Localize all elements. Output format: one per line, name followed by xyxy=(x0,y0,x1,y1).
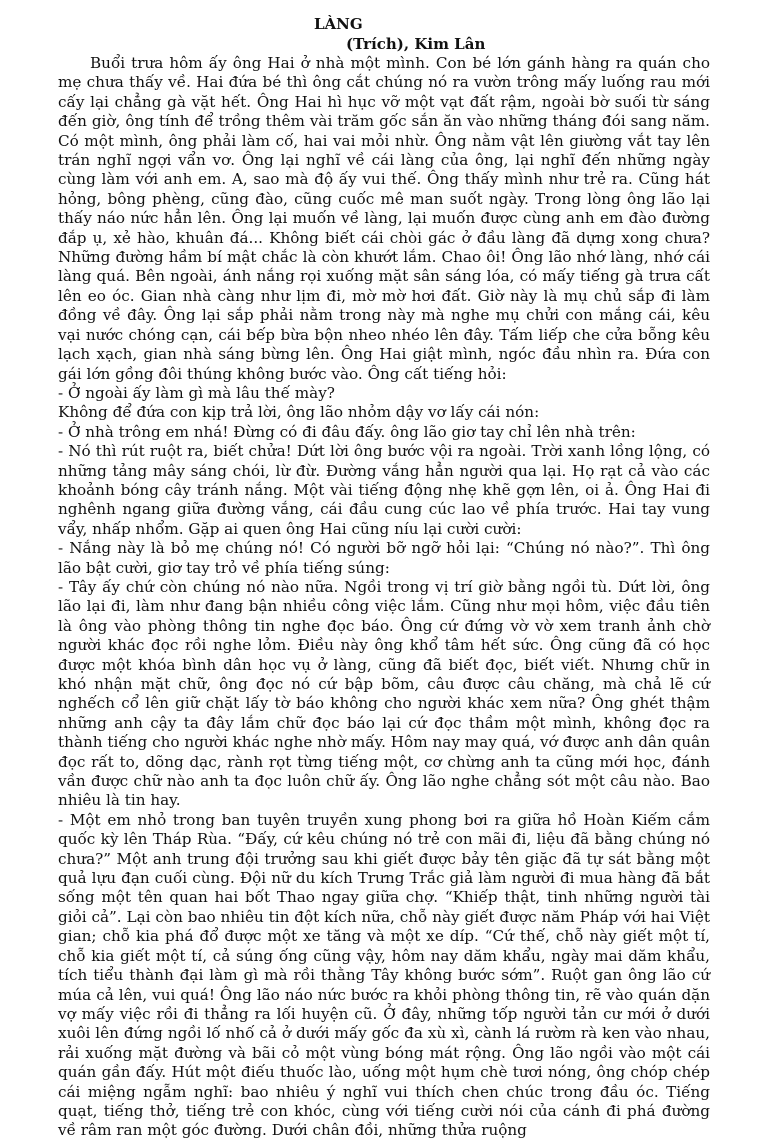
paragraph: - Tây ấy chứ còn chúng nó nào nữa. Ngồi trong vị trí giờ bằng ngồi tù. Dứt lời, ông lão lại đi, làm như đang bận nhiều công việc lắm. Cũng như mọi hôm, việc đầu tiên là ông vào phòng thông tin nghe đọc báo. Ông cứ đứng vờ vờ xem tranh ảnh chờ người khác đọc rồi nghe lỏm. Điều này ông khổ tâm hết sức. Ông cũng đã có học được một khóa bình dân học vụ ở làng, cũng đã biết đọc, biết viết. Nhưng chữ in khó nhận mặt chữ, ông đọc nó cứ bập bõm, câu được câu chăng, mà chả lẽ cứ nghếch cổ lên giữ chặt lấy tờ báo không cho người khác xem nữa? Ông ghét thậm những anh cậy ta đây lắm chữ đọc báo lại cứ đọc thầm một mình, không đọc ra thành tiếng cho người khác nghe nhờ mấy. Hôm nay may quá, vớ được anh dân quân đọc rất to, dõng dạc, rành rọt từng tiếng một, cơ chừng anh ta cũng mới học, đánh vần được chữ nào anh ta đọc luôn chữ ấy. Ông lão nghe chẳng sót một câu nào. Bao nhiêu là tin hay. xyxy=(58,577,710,810)
paragraph: - Nắng này là bỏ mẹ chúng nó! Có người bỡ ngỡ hỏi lại: “Chúng nó nào?”. Thì ông lão bật cười, giơ tay trỏ về phía tiếng súng: xyxy=(58,539,710,577)
paragraph: Buổi trưa hôm ấy ông Hai ở nhà một mình. Con bé lớn gánh hàng ra quán cho mẹ chưa thấy về. Hai đứa bé thì ông cắt chúng nó ra vườn trông mấy luống rau mới cấy lại chẳng gà vặt hết. Ông Hai hì hục vỡ một vạt đất rậm, ngoài bờ suối từ sáng đến giờ, ông tính để trồng thêm vài trăm gốc sắn ăn vào những tháng đói sang năm. Có một mình, ông phải làm cố, hai vai mỏi nhừ. Ông nằm vật lên giường vắt tay lên trán nghĩ ngợi vẩn vơ. Ông lại nghĩ về cái làng của ông, lại nghĩ đến những ngày cùng làm với anh em. A, sao mà độ ấy vui thế. Ông thấy mình như trẻ ra. Cũng hát hỏng, bông phèng, cũng đào, cũng cuốc mê man suốt ngày. Trong lòng ông lão lại thấy náo nức hẳn lên. Ông lại muốn về làng, lại muốn được cùng anh em đào đường đắp ụ, xẻ hào, khuân đá... Không biết cái chòi gác ở đầu làng đã dựng xong chưa? Những đường hầm bí mật chắc là còn khướt lắm. Chao ôi! Ông lão nhớ làng, nhớ cái làng quá. Bên ngoài, ánh nắng rọi xuống mặt sân sáng lóa, có mấy tiếng gà trưa cất lên eo óc. Gian nhà càng như lịm đi, mờ mờ hơi đất. Giờ này là mụ chủ sắp đi làm đồng về đây. Ông lại sắp phải nằm trong này mà nghe mụ chửi con mắng cái, kêu vại nước chóng cạn, cái bếp bừa bộn nheo nhéo lên đây. Tấm liếp che cửa bỗng kêu lạch xạch, gian nhà sáng bừng lên. Ông Hai giật mình, ngóc đầu nhìn ra. Đứa con gái lớn gồng đôi thúng không bước vào. Ông cất tiếng hỏi: xyxy=(58,54,710,383)
paragraph: - Ở ngoài ấy làm gì mà lâu thế mày? xyxy=(58,383,335,402)
paragraph: - Ở nhà trông em nhá! Đừng có đi đâu đấy. ông lão giơ tay chỉ lên nhà trên: xyxy=(58,422,636,441)
document-subtitle: (Trích), Kim Lân xyxy=(346,35,486,53)
paragraph: - Nó thì rút ruột ra, biết chửa! Dứt lời ông bước vội ra ngoài. Trời xanh lồng lộng, có những tảng mây sáng chói, lừ đừ. Đường vắng hẳn người qua lại. Họ rạt cả vào các khoảnh bóng cây tránh nắng. Một vài tiếng động nhẹ khẽ gợn lên, oi ả. Ông Hai đi nghênh ngang giữa đường vắng, cái đầu cung cúc lao về phía trước. Hai tay vung vẩy, nhấp nhổm. Gặp ai quen ông Hai cũng níu lại cười cười: xyxy=(58,442,710,538)
paragraph: - Một em nhỏ trong ban tuyên truyền xung phong bơi ra giữa hồ Hoàn Kiếm cắm quốc kỳ lên Tháp Rùa. “Đấy, cứ kêu chúng nó trẻ con mãi đi, liệu đã bằng chúng nó chưa?” Một anh trung đội trưởng sau khi giết được bảy tên giặc đã tự sát bằng một quả lựu đạn cuối cùng. Đội nữ du kích Trưng Trắc giả làm người đi mua hàng đã bắt sống một tên quan hai bốt Thao ngay giữa chợ. “Khiếp thật, tinh những người tài giỏi cả”. Lại còn bao nhiêu tin đột kích nữa, chỗ này giết được năm Pháp với hai Việt gian; chỗ kia phá đổ được một xe tăng và một xe díp. “Cứ thế, chỗ này giết một tí, chỗ kia giết một tí, cả súng ống cũng vậy, hôm nay dăm khẩu, ngày mai dăm khẩu, tích tiểu thành đại làm gì mà rồi thằng Tây không bước sớm”. Ruột gan ông lão cứ múa cả lên, vui quá! Ông lão náo nức bước ra khỏi phòng thông tin, rẽ vào quán dặn vợ mấy việc rồi đi thẳng ra lối huyện cũ. Ở đây, những tốp người tản cư mới ở dưới xuôi lên đứng ngồi lố nhố cả ở dưới mấy gốc đa xù xì, cành lá rườm rà ken vào nhau, rải xuống mặt đường và bãi cỏ một vùng bóng mát rộng. Ông lão ngồi vào một cái quán gần đấy. Hút một điếu thuốc lào, uống một hụm chè tươi nóng, ông chóp chép cái miệng ngẫm nghĩ: bao nhiêu ý nghĩ vui thích chen chúc trong đầu óc. Tiếng quạt, tiếng thở, tiếng trẻ con khóc, cùng với tiếng cười nói của cánh đi phá đường về râm ran một góc đường. Dưới chân đồi, những thửa ruộng xyxy=(58,810,710,1140)
paragraph: Không để đứa con kịp trả lời, ông lão nhỏm dậy vơ lấy cái nón: xyxy=(58,403,540,422)
document-title: LÀNG xyxy=(314,15,363,33)
document-body xyxy=(58,54,710,1141)
